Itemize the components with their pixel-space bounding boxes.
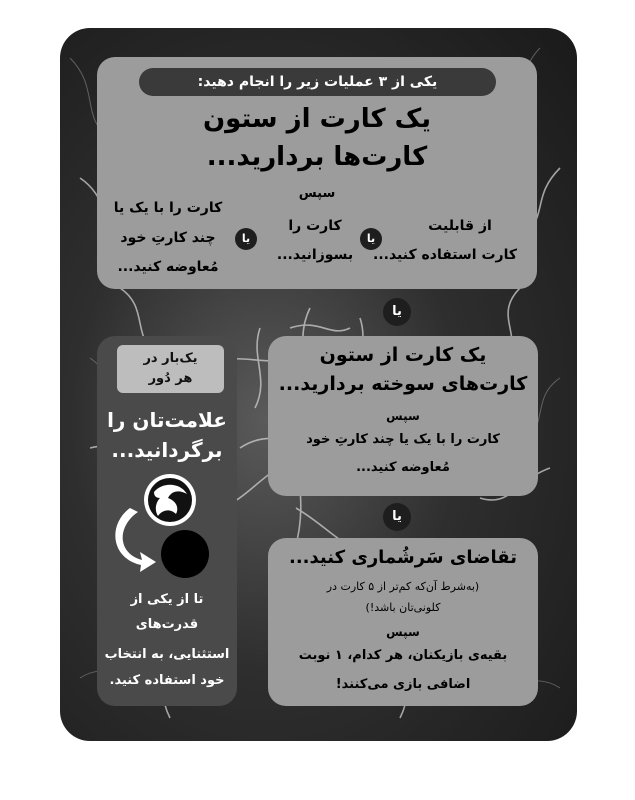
once-per-round-badge bbox=[117, 345, 224, 393]
flip-token-illustration bbox=[110, 472, 225, 582]
option2-title-line1: یک کارت از ستون bbox=[319, 344, 487, 366]
flip-arrow-icon bbox=[115, 508, 156, 572]
once-line1: یک‌بار در bbox=[143, 351, 198, 366]
option2-title-line2: کارت‌های سوخته بردارید... bbox=[278, 373, 528, 395]
option3-then: سپس bbox=[386, 625, 420, 639]
option1-choice3-line2: چند کارتِ خود bbox=[120, 230, 216, 246]
header-instruction: یکی از ۳ عملیات زیر را انجام دهید: bbox=[139, 68, 496, 96]
side-title-line2: برگردانید... bbox=[111, 438, 223, 462]
or-badge: یا bbox=[235, 228, 257, 250]
option3-condition-line1: (به‌شرط آن‌که کم‌تر از ۵ کارت در bbox=[326, 580, 480, 593]
side-body-line4: خود استفاده کنید. bbox=[109, 673, 225, 688]
option1-title-line2: کارت‌ها بردارید... bbox=[206, 142, 428, 172]
option1-choice2-line1: کارت را bbox=[288, 218, 342, 234]
dragon-token-icon bbox=[144, 474, 196, 526]
option1-title-line1: یک کارت از ستون bbox=[202, 104, 432, 134]
option2-body-line1: کارت را با یک یا چند کارتِ خود bbox=[306, 432, 500, 447]
side-body-line3: استثنایی، به انتخاب bbox=[104, 647, 230, 662]
option2-then: سپس bbox=[386, 409, 420, 423]
option3-body-line1: بقیه‌ی بازیکنان، هر کدام، ۱ نوبت bbox=[298, 648, 508, 663]
or-badge: یا bbox=[360, 228, 382, 250]
side-title-line1: علامت‌تان را bbox=[107, 408, 227, 432]
option1-choice1-line1: از قابلیت bbox=[428, 218, 492, 234]
option1-then: سپس bbox=[298, 186, 336, 201]
option3-condition-line2: کلونی‌تان باشد!) bbox=[365, 601, 441, 614]
flipped-token-icon bbox=[161, 530, 209, 578]
once-line2: هر دُور bbox=[148, 371, 193, 386]
option1-choice1-line2: کارت استفاده کنید... bbox=[373, 247, 517, 263]
option3-title: تقاضای سَرشُماری کنید... bbox=[288, 547, 517, 568]
option2-body-line2: مُعاوضه کنید... bbox=[356, 460, 450, 475]
or-badge: یا bbox=[383, 503, 411, 531]
option1-choice3-line1: کارت را با یک یا bbox=[113, 200, 223, 216]
side-body-line2: قدرت‌های bbox=[135, 617, 199, 632]
option1-choice2-line2: بسوزانید... bbox=[276, 247, 354, 263]
side-body-line1: تا از یکی از bbox=[130, 592, 204, 607]
option3-body-line2: اضافی بازی می‌کنند! bbox=[335, 677, 471, 692]
option1-choice3-line3: مُعاوضه کنید... bbox=[117, 259, 219, 275]
or-badge: یا bbox=[383, 298, 411, 326]
